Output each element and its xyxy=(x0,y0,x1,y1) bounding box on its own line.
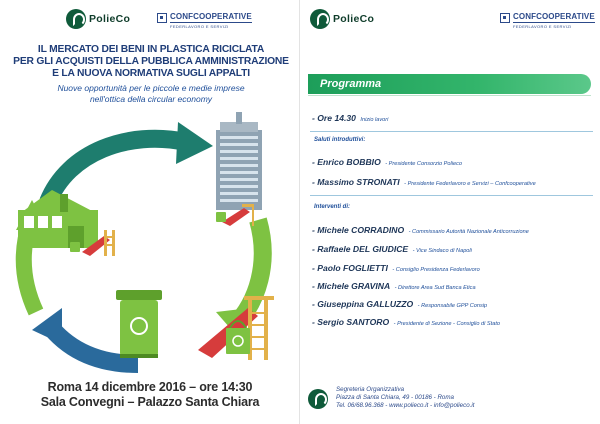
section-label: Saluti introduttivi: xyxy=(314,137,366,143)
speaker-row xyxy=(312,258,480,276)
speaker-name: - Sergio SANTORO xyxy=(312,317,390,327)
confcooperative-logo-icon xyxy=(500,13,510,23)
confcooperative-logo-subtext: FEDERLAVORO E SERVIZI xyxy=(513,22,595,29)
speaker-name: - Paolo FOGLIETTI xyxy=(312,263,388,273)
speaker-name: - Massimo STRONATI xyxy=(312,177,400,187)
polieco-logo-icon xyxy=(66,9,86,29)
opening-label: Inizio lavori xyxy=(360,117,389,123)
event-venue: Sala Convegni – Palazzo Santa Chiara xyxy=(40,395,260,409)
speaker-name: - Michele CORRADINO xyxy=(312,225,405,235)
recycle-bin-icon xyxy=(116,290,162,358)
program-heading: Programma xyxy=(308,74,591,94)
speaker-role: - Consiglio Presidenza Federlavoro xyxy=(392,267,480,273)
event-date-time: Roma 14 dicembre 2016 – ore 14:30 xyxy=(47,380,253,394)
confcooperative-logo xyxy=(500,12,595,29)
polieco-logo-icon xyxy=(308,389,328,409)
confcooperative-logo-icon xyxy=(157,13,167,23)
factory-icon xyxy=(18,190,98,248)
speaker-role: - Presidente Federlavoro e Servizi – Confcooperative xyxy=(404,181,536,187)
organizer-contact-line: Tel. 06/68.96.368 - www.polieco.it - info@polieco.it xyxy=(336,402,475,409)
section-divider xyxy=(310,195,593,196)
program-page xyxy=(300,0,600,424)
event-subtitle-line: nell'ottica della circular economy xyxy=(89,93,213,104)
speaker-role: - Responsabile GPP Consip xyxy=(417,303,488,309)
event-details xyxy=(0,380,300,410)
organizer-contacts xyxy=(308,386,474,410)
polieco-logo xyxy=(310,9,374,29)
event-title-line: PER GLI ACQUISTI DELLA PUBBLICA AMMINISTRAZIONE xyxy=(13,56,289,67)
speaker-role: - Presidente di Sezione - Consiglio di Stato xyxy=(393,321,500,327)
confcooperative-logo-subtext: FEDERLAVORO E SERVIZI xyxy=(170,22,252,29)
event-title-line: IL MERCATO DEI BENI IN PLASTICA RICICLATA xyxy=(37,44,265,55)
skyscraper-icon xyxy=(216,112,262,210)
speaker-row xyxy=(312,312,500,330)
circular-economy-illustration xyxy=(8,112,294,380)
speaker-name: - Enrico BOBBIO xyxy=(312,157,381,167)
event-title xyxy=(10,44,292,104)
section-divider xyxy=(310,131,593,132)
speaker-name: - Giuseppina GALLUZZO xyxy=(312,299,414,309)
speaker-row xyxy=(312,276,476,294)
polieco-logo-text: PolieCo xyxy=(333,13,375,25)
section-label: Interventi di: xyxy=(314,204,351,210)
polieco-logo-text: PolieCo xyxy=(89,13,131,25)
confcooperative-logo-text: CONFCOOPERATIVE xyxy=(170,12,252,21)
organizer-address: Piazza di Santa Chiara, 49 - 00186 - Roma xyxy=(336,394,454,401)
speaker-role: - Direttore Area Sud Banca Etica xyxy=(394,285,476,291)
opening-time: - Ore 14.30 xyxy=(312,113,356,123)
speaker-role: - Commissario Autorità Nazionale Anticorruzione xyxy=(408,229,529,235)
speaker-row xyxy=(312,152,462,170)
program-opening xyxy=(312,108,388,126)
confcooperative-logo xyxy=(157,12,252,29)
event-title-line: E LA NUOVA NORMATIVA SUGLI APPALTI xyxy=(52,68,250,79)
speaker-name: - Raffaele DEL GIUDICE xyxy=(312,244,409,254)
speaker-row xyxy=(312,239,472,257)
organizer-title: Segreteria Organizzativa xyxy=(336,386,405,393)
confcooperative-logo-text: CONFCOOPERATIVE xyxy=(513,12,595,21)
speaker-name: - Michele GRAVINA xyxy=(312,281,391,291)
speaker-role: - Presidente Consorzio Polieco xyxy=(385,161,463,167)
polieco-logo-icon xyxy=(310,9,330,29)
speaker-row xyxy=(312,172,536,190)
speaker-row xyxy=(312,220,529,238)
polieco-logo xyxy=(66,9,130,29)
speaker-row xyxy=(312,294,487,312)
speaker-role: - Vice Sindaco di Napoli xyxy=(412,248,472,254)
event-subtitle-line: Nuove opportunità per le piccole e medie imprese xyxy=(57,83,245,93)
